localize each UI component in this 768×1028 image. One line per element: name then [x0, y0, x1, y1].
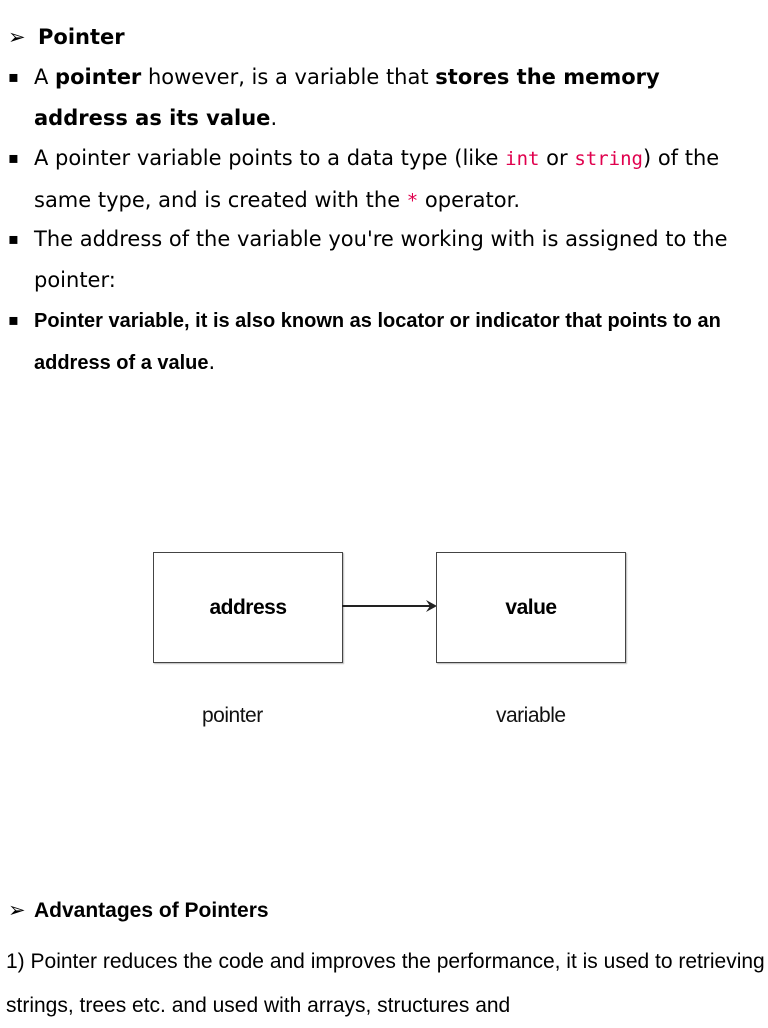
- bullet-item-3: [8, 219, 758, 300]
- square-bullet-icon: ▪: [8, 229, 19, 248]
- heading-advantages: [8, 898, 269, 923]
- code-operator: *: [406, 189, 419, 212]
- square-bullet-icon: ▪: [8, 310, 19, 329]
- text-run: however, is a variable that: [141, 65, 436, 89]
- text-run: or: [539, 146, 575, 170]
- square-bullet-icon: ▪: [8, 148, 19, 167]
- variable-caption: variable: [496, 704, 566, 727]
- arrow-bullet-icon: ➢: [8, 25, 26, 49]
- bold-text-run: stores the memory address as its value: [34, 65, 660, 130]
- heading-advantages-text: Advantages of Pointers: [34, 899, 269, 922]
- advantages-paragraph: 1) Pointer reduces the code and improves the performance, it is used to retrieving strings, trees etc. and used with arrays, structures and: [6, 950, 765, 1017]
- code-keyword: string: [574, 148, 643, 170]
- bullet-item-1: [8, 57, 758, 138]
- bullet-item-4: [8, 300, 758, 383]
- arrow-connector-icon: [342, 596, 438, 616]
- bold-text-run: pointer: [55, 65, 142, 89]
- address-box: [153, 552, 343, 663]
- text-run: ) of the same type, and is created with the: [34, 146, 720, 212]
- text-run: .: [208, 349, 216, 374]
- text-run: A pointer variable points to a data type (like: [34, 146, 506, 170]
- text-run: A: [34, 65, 56, 89]
- text-run: .: [270, 105, 278, 130]
- bullet-text: The address of the variable you're working with is assigned to the pointer:: [34, 227, 728, 292]
- value-box-label: value: [505, 595, 557, 619]
- bullet-item-2: [8, 138, 758, 221]
- arrow-bullet-icon: ➢: [8, 898, 26, 922]
- text-run: operator.: [418, 187, 520, 212]
- value-box: [436, 552, 626, 663]
- address-box-label: address: [209, 595, 287, 619]
- bold-text-run: Pointer variable, it is also known as locator or indicator that points to an address of a value: [34, 310, 721, 374]
- square-bullet-icon: ▪: [8, 67, 19, 86]
- pointer-caption: pointer: [202, 704, 263, 727]
- heading-pointer-text: Pointer: [38, 25, 125, 49]
- pointer-diagram: [140, 540, 640, 740]
- heading-pointer: [8, 24, 125, 50]
- code-keyword: int: [505, 148, 540, 170]
